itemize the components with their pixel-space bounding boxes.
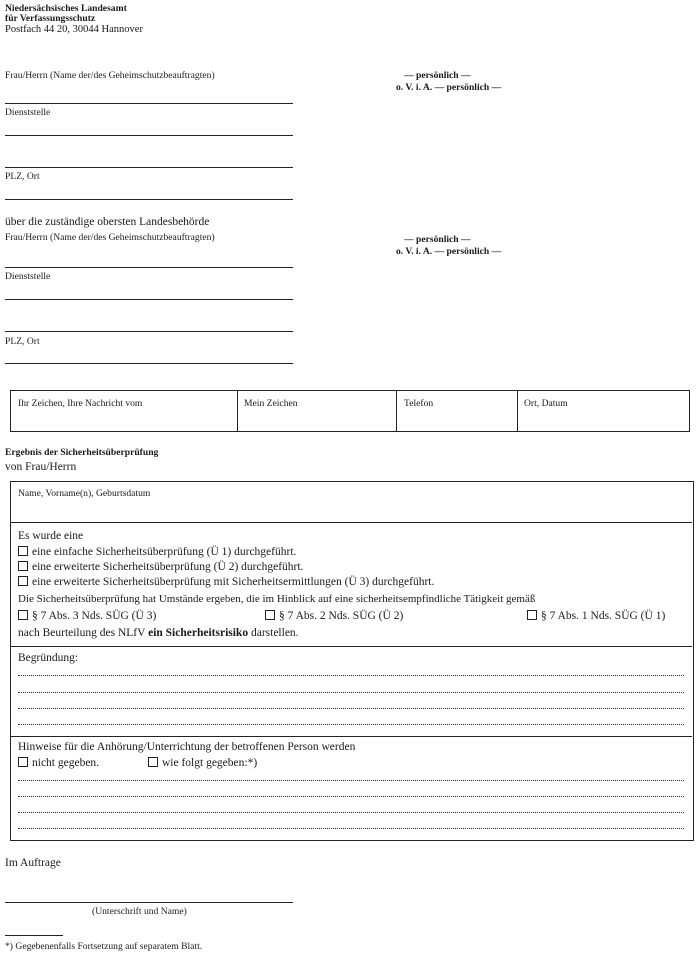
- option-u3-checkbox[interactable]: [18, 576, 28, 586]
- para-u2-label: § 7 Abs. 2 Nds. SÜG (Ü 2): [279, 610, 404, 622]
- signature-label: (Unterschrift und Name): [92, 906, 187, 917]
- sender-line-2: für Verfassungsschutz: [5, 13, 96, 24]
- hinweise-line-1[interactable]: [18, 780, 684, 781]
- address1-line-dept[interactable]: [5, 135, 293, 136]
- begruendung-label: Begründung:: [18, 652, 79, 664]
- hinweise-line-4[interactable]: [18, 828, 684, 829]
- beurteilung-post: darstellen.: [250, 627, 299, 639]
- result-subtitle: von Frau/Herrn: [5, 461, 77, 473]
- address1-line-plz[interactable]: [5, 199, 293, 200]
- option-u3[interactable]: [18, 576, 434, 588]
- address2-dept-label: Dienststelle: [5, 271, 51, 282]
- footnote-rule: [5, 935, 63, 936]
- begruendung-line-3[interactable]: [18, 708, 684, 709]
- sender-line-3: Postfach 44 20, 30044 Hannover: [5, 24, 143, 35]
- nicht-gegeben-checkbox[interactable]: [18, 757, 28, 767]
- reference-table: [10, 390, 690, 432]
- im-auftrage: Im Auftrage: [5, 857, 61, 869]
- address1-dept-label: Dienststelle: [5, 107, 51, 118]
- ref-ort-datum[interactable]: Ort, Datum: [524, 398, 568, 409]
- result-es-wurde: Es wurde eine: [18, 530, 84, 542]
- beurteilung-pre: nach Beurteilung des NLfV: [18, 627, 146, 639]
- begruendung-line-1[interactable]: [18, 675, 684, 676]
- option-u1-checkbox[interactable]: [18, 546, 28, 556]
- address1-name-label: Frau/Herrn (Name der/des Geheimschutzbeauftragten): [5, 70, 215, 81]
- option-u3-label: eine erweiterte Sicherheitsüberprüfung mit Sicherheitsermittlungen (Ü 3) durchgeführt.: [32, 576, 435, 588]
- ref-mein-zeichen[interactable]: Mein Zeichen: [244, 398, 298, 409]
- nicht-gegeben-label: nicht gegeben.: [32, 757, 100, 769]
- address2-note-persoenlich: — persönlich —: [404, 234, 471, 245]
- result-beurteilung: [18, 627, 299, 639]
- footnote: *) Gegebenenfalls Fortsetzung auf separatem Blatt.: [5, 941, 203, 952]
- result-title: Ergebnis der Sicherheitsüberprüfung: [5, 447, 159, 458]
- begruendung-line-4[interactable]: [18, 724, 684, 725]
- ref-ihr-zeichen[interactable]: Ihr Zeichen, Ihre Nachricht vom: [18, 398, 143, 409]
- signature-line[interactable]: [5, 902, 293, 903]
- beurteilung-bold: ein Sicherheitsrisiko: [148, 627, 249, 639]
- option-u2-label: eine erweiterte Sicherheitsüberprüfung (Ü 2) durchgeführt.: [32, 561, 304, 573]
- result-umstaende: Die Sicherheitsüberprüfung hat Umstände ergeben, die im Hinblick auf eine sicherheitsempfindliche Tätigkeit gemäß: [18, 593, 536, 605]
- result-box: [10, 481, 694, 841]
- address1-plz-label: PLZ, Ort: [5, 171, 40, 182]
- para-u3[interactable]: [18, 610, 156, 622]
- hinweise-wie-folgt[interactable]: [148, 757, 257, 769]
- sender-line-1: Niedersächsisches Landesamt: [5, 3, 127, 14]
- begruendung-line-2[interactable]: [18, 692, 684, 693]
- address2-line-extra[interactable]: [5, 331, 293, 332]
- para-u1-label: § 7 Abs. 1 Nds. SÜG (Ü 1): [541, 610, 666, 622]
- address2-note-ovia: o. V. i. A. — persönlich —: [396, 246, 502, 257]
- hinweise-line-3[interactable]: [18, 812, 684, 813]
- wie-folgt-checkbox[interactable]: [148, 757, 158, 767]
- para-u3-checkbox[interactable]: [18, 610, 28, 620]
- para-u1-checkbox[interactable]: [527, 610, 537, 620]
- address1-line-name[interactable]: [5, 103, 293, 104]
- option-u2[interactable]: [18, 561, 303, 573]
- address2-name-label: Frau/Herrn (Name der/des Geheimschutzbeauftragten): [5, 232, 215, 243]
- address1-note-ovia: o. V. i. A. — persönlich —: [396, 82, 502, 93]
- para-u1[interactable]: [527, 610, 665, 622]
- address1-note-persoenlich: — persönlich —: [404, 70, 471, 81]
- para-u2-checkbox[interactable]: [265, 610, 275, 620]
- address2-intro: über die zuständige obersten Landesbehörde: [5, 216, 210, 228]
- address2-plz-label: PLZ, Ort: [5, 336, 40, 347]
- para-u2[interactable]: [265, 610, 403, 622]
- option-u1-label: eine einfache Sicherheitsüberprüfung (Ü 1) durchgeführt.: [32, 546, 297, 558]
- hinweise-line-2[interactable]: [18, 796, 684, 797]
- wie-folgt-label: wie folgt gegeben:*): [162, 757, 258, 769]
- result-name-label[interactable]: Name, Vorname(n), Geburtsdatum: [18, 488, 151, 499]
- address2-line-name[interactable]: [5, 267, 293, 268]
- address2-line-dept[interactable]: [5, 299, 293, 300]
- address2-line-plz[interactable]: [5, 363, 293, 364]
- hinweise-nicht-gegeben[interactable]: [18, 757, 99, 769]
- option-u1[interactable]: [18, 546, 296, 558]
- option-u2-checkbox[interactable]: [18, 561, 28, 571]
- address1-line-extra[interactable]: [5, 167, 293, 168]
- para-u3-label: § 7 Abs. 3 Nds. SÜG (Ü 3): [32, 610, 157, 622]
- ref-telefon[interactable]: Telefon: [404, 398, 434, 409]
- hinweise-label: Hinweise für die Anhörung/Unterrichtung der betroffenen Person werden: [18, 741, 356, 753]
